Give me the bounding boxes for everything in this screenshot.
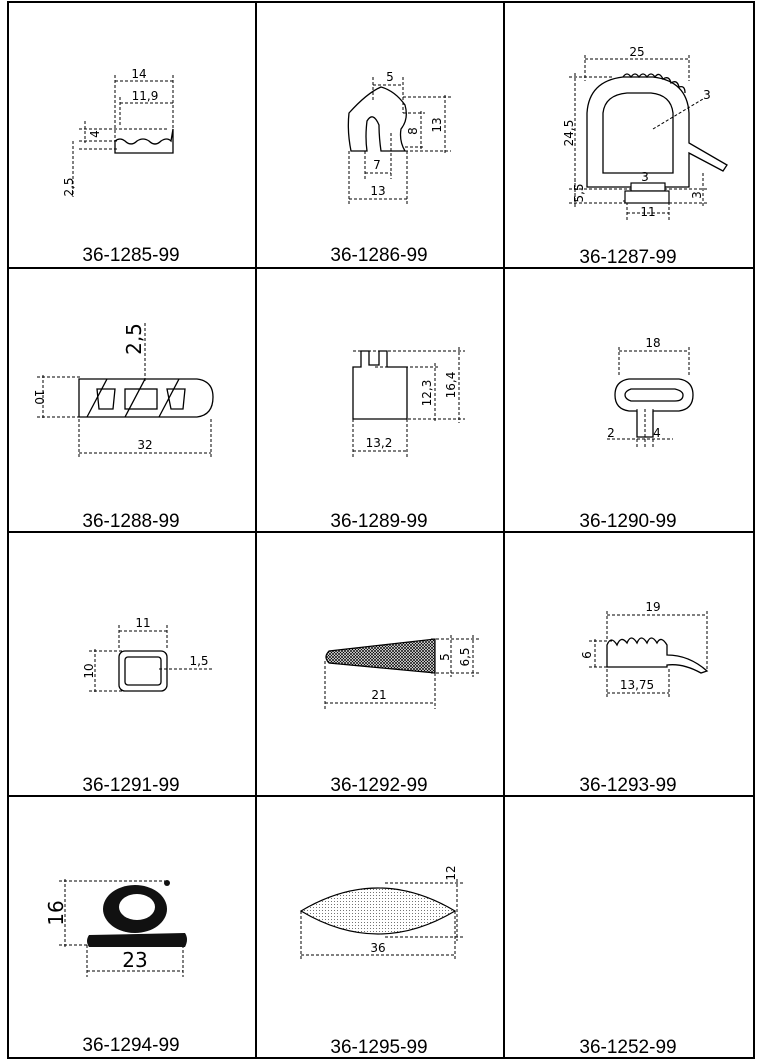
dim-1292-2: 21 [371,688,387,702]
profile-catalog-sheet [7,1,755,1059]
dim-1293-1: 6 [580,651,594,659]
profile-drawing-1294 [7,795,255,1059]
dim-1286-1: 13 [430,117,444,133]
dim-1286-0: 5 [386,70,394,84]
dim-1287-2: 24,5 [562,119,576,147]
profile-drawing-1287 [503,1,753,267]
profile-cell-1290 [503,267,753,531]
profile-drawing-1291 [7,531,255,795]
dim-1287-4: 5,5 [572,183,586,203]
dim-1295-1: 36 [370,941,386,955]
dim-1290-1: 2 [607,426,615,440]
profile-drawing-1293 [503,531,753,795]
profile-cell-1286 [255,1,503,267]
profile-drawing-1292 [255,531,503,795]
profile-code-1285: 36-1285-99 [82,245,180,266]
profile-code-1286: 36-1286-99 [330,245,428,266]
dim-1287-1: 3 [703,88,711,102]
dim-1287-0: 25 [629,45,645,59]
profile-code-1292: 36-1292-99 [330,775,428,796]
dim-1286-2: 8 [406,127,420,135]
profile-code-1290: 36-1290-99 [579,511,677,532]
dim-1286-4: 13 [370,184,386,198]
dim-1288-2: 32 [137,438,153,452]
grid-border-right [753,1,755,1059]
profile-cell-1293 [503,531,753,795]
dim-1294-0: 16 [44,900,68,926]
profile-drawing-1286 [255,1,503,267]
dim-1293-2: 13,75 [619,678,655,692]
dim-1291-2: 1,5 [189,654,209,668]
profile-code-1294: 36-1294-99 [82,1035,180,1056]
dim-1289-0: 12,3 [420,379,434,407]
dim-1285-0: 14 [131,67,147,81]
profile-code-1252: 36-1252-99 [579,1037,677,1058]
profile-cell-1252 [503,795,753,1059]
profile-code-1288: 36-1288-99 [82,511,180,532]
profile-code-1293: 36-1293-99 [579,775,677,796]
dim-1288-1: 10 [32,389,46,405]
profile-cell-1292 [255,531,503,795]
dim-1286-3: 7 [373,158,381,172]
dim-1292-0: 5 [438,653,452,661]
profile-drawing-1285 [7,1,255,267]
dim-1289-1: 16,4 [444,371,458,399]
dim-1291-1: 10 [82,663,96,679]
profile-cell-1285 [7,1,255,267]
profile-drawing-1289 [255,267,503,531]
profile-code-1287: 36-1287-99 [579,247,677,268]
dim-1290-2: 4 [653,426,661,440]
profile-cell-1289 [255,267,503,531]
dim-1287-3: 3 [641,170,649,184]
dim-1287-5: 11 [640,205,656,219]
profile-code-1289: 36-1289-99 [330,511,428,532]
profile-cell-1295 [255,795,503,1059]
profile-code-1295: 36-1295-99 [330,1037,428,1058]
profile-drawing-1288 [7,267,255,531]
dim-1292-1: 6,5 [458,647,472,667]
dim-1290-0: 18 [645,336,661,350]
profile-cell-1291 [7,531,255,795]
dim-1291-0: 11 [135,616,151,630]
dim-1289-2: 13,2 [365,436,393,450]
dim-1288-0: 2,5 [122,323,146,355]
profile-drawing-1295 [255,795,503,1059]
dim-1287-6: 3 [690,191,704,199]
dim-1285-3: 2,5 [62,177,76,197]
dim-1294-1: 23 [122,948,148,972]
profile-cell-1287 [503,1,753,267]
profile-code-1291: 36-1291-99 [82,775,180,796]
dim-1285-1: 11,9 [131,89,159,103]
dim-1293-0: 19 [645,600,661,614]
profile-cell-1288 [7,267,255,531]
profile-cell-1294 [7,795,255,1059]
profile-drawing-1290 [503,267,753,531]
dim-1285-2: 4 [88,130,102,138]
dim-1295-0: 12 [444,865,458,881]
